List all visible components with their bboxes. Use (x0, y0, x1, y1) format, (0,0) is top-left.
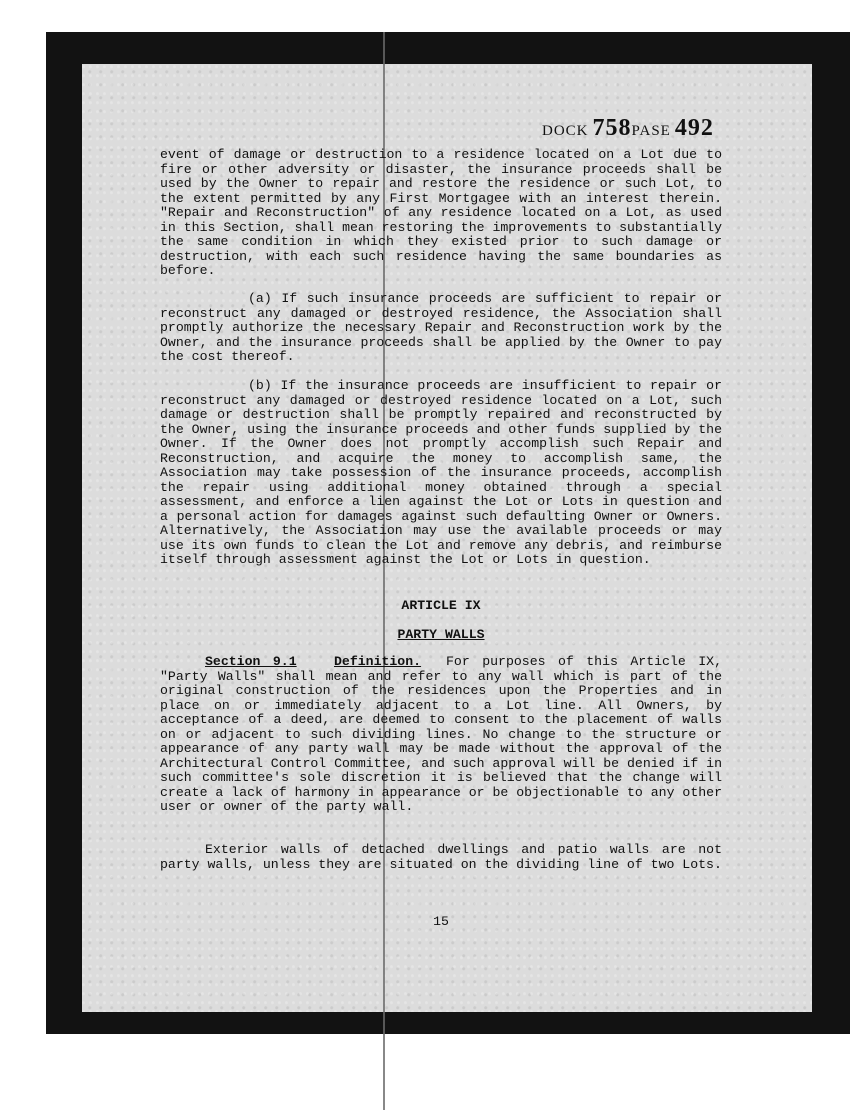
article-title: PARTY WALLS (397, 627, 485, 642)
paragraph-exterior-walls (160, 843, 722, 872)
section-paragraph (160, 655, 722, 815)
recorded-page-number: 492 (674, 115, 714, 141)
section-title: Definition. (334, 654, 422, 669)
section-number: Section 9.1 (205, 654, 297, 669)
paragraph-a (160, 292, 722, 365)
section-9-1 (160, 655, 722, 815)
book-number: 758 (592, 115, 632, 141)
paragraph-text: (a) If such insurance proceeds are sufficient to repair or reconstruct any damaged or destroyed residence, the Association shall promptly authorize the necessary Repair and Reconstruction work by the Owner, and the insurance proceeds shall be applied by the Owner to pay the cost thereof. (160, 291, 722, 364)
paragraph-text: (b) If the insurance proceeds are insufficient to repair or reconstruct any damaged or destroyed residence located on a Lot, such damage or destruction shall be promptly repaired and reconstructed by the Owner, using the insurance proceeds and other funds supplied by the Owner. If the Owner does not promptly accomplish such Repair and Reconstruction, and acquire the money to accomplish same, the Association may take possession of the insurance proceeds, accomplish the repair using additional money obtained through a special assessment, and enforce a lien against the Lot or Lots in question and a personal action for damages against such defaulting Owner or Owners. Alternatively, the Association may use the available proceeds or may use its own funds to clean the Lot and remove any debris, and reimburse itself through assessment against the Lot or Lots in question. (160, 378, 722, 567)
book-page-reference (542, 115, 714, 142)
paragraph-insurance-proceeds (160, 148, 722, 279)
article-heading: ARTICLE IX (401, 598, 481, 613)
page-number: 15 (433, 914, 449, 929)
page-label: PASE (631, 123, 671, 139)
section-text: For purposes of this Article IX, "Party Walls" shall mean and refer to any wall which is part of the original construction of the residences upon the Properties and in place on or immediately adjacent to a Lot line. All Owners, by acceptance of a deed, are deemed to consent to the placement of walls on or adjacent to such dividing lines. No change to the structure or appearance of any party wall may be made without the approval of the Architectural Control Committee, and such approval will be denied if in such committee's sole discretion it is believed that the change will create a lack of harmony in appearance or be objectionable to any other user or owner of the party wall. (160, 654, 722, 814)
book-label: DOCK (542, 123, 589, 139)
paragraph-text: event of damage or destruction to a residence located on a Lot due to fire or other adversity or disaster, the insurance proceeds shall be used by the Owner to repair and restore the residence or such Lot, to the extent permitted by any First Mortgagee with an interest therein. "Repair and Reconstruction" of any residence located on a Lot, as used in this Section, shall mean restoring the improvements to substantially the same condition in which they existed prior to such damage or destruction, with each such residence having the same boundaries as before. (160, 147, 722, 278)
paragraph-b (160, 379, 722, 568)
paragraph-text: Exterior walls of detached dwellings and patio walls are not party walls, unless they are situated on the dividing line of two Lots. (160, 842, 722, 872)
